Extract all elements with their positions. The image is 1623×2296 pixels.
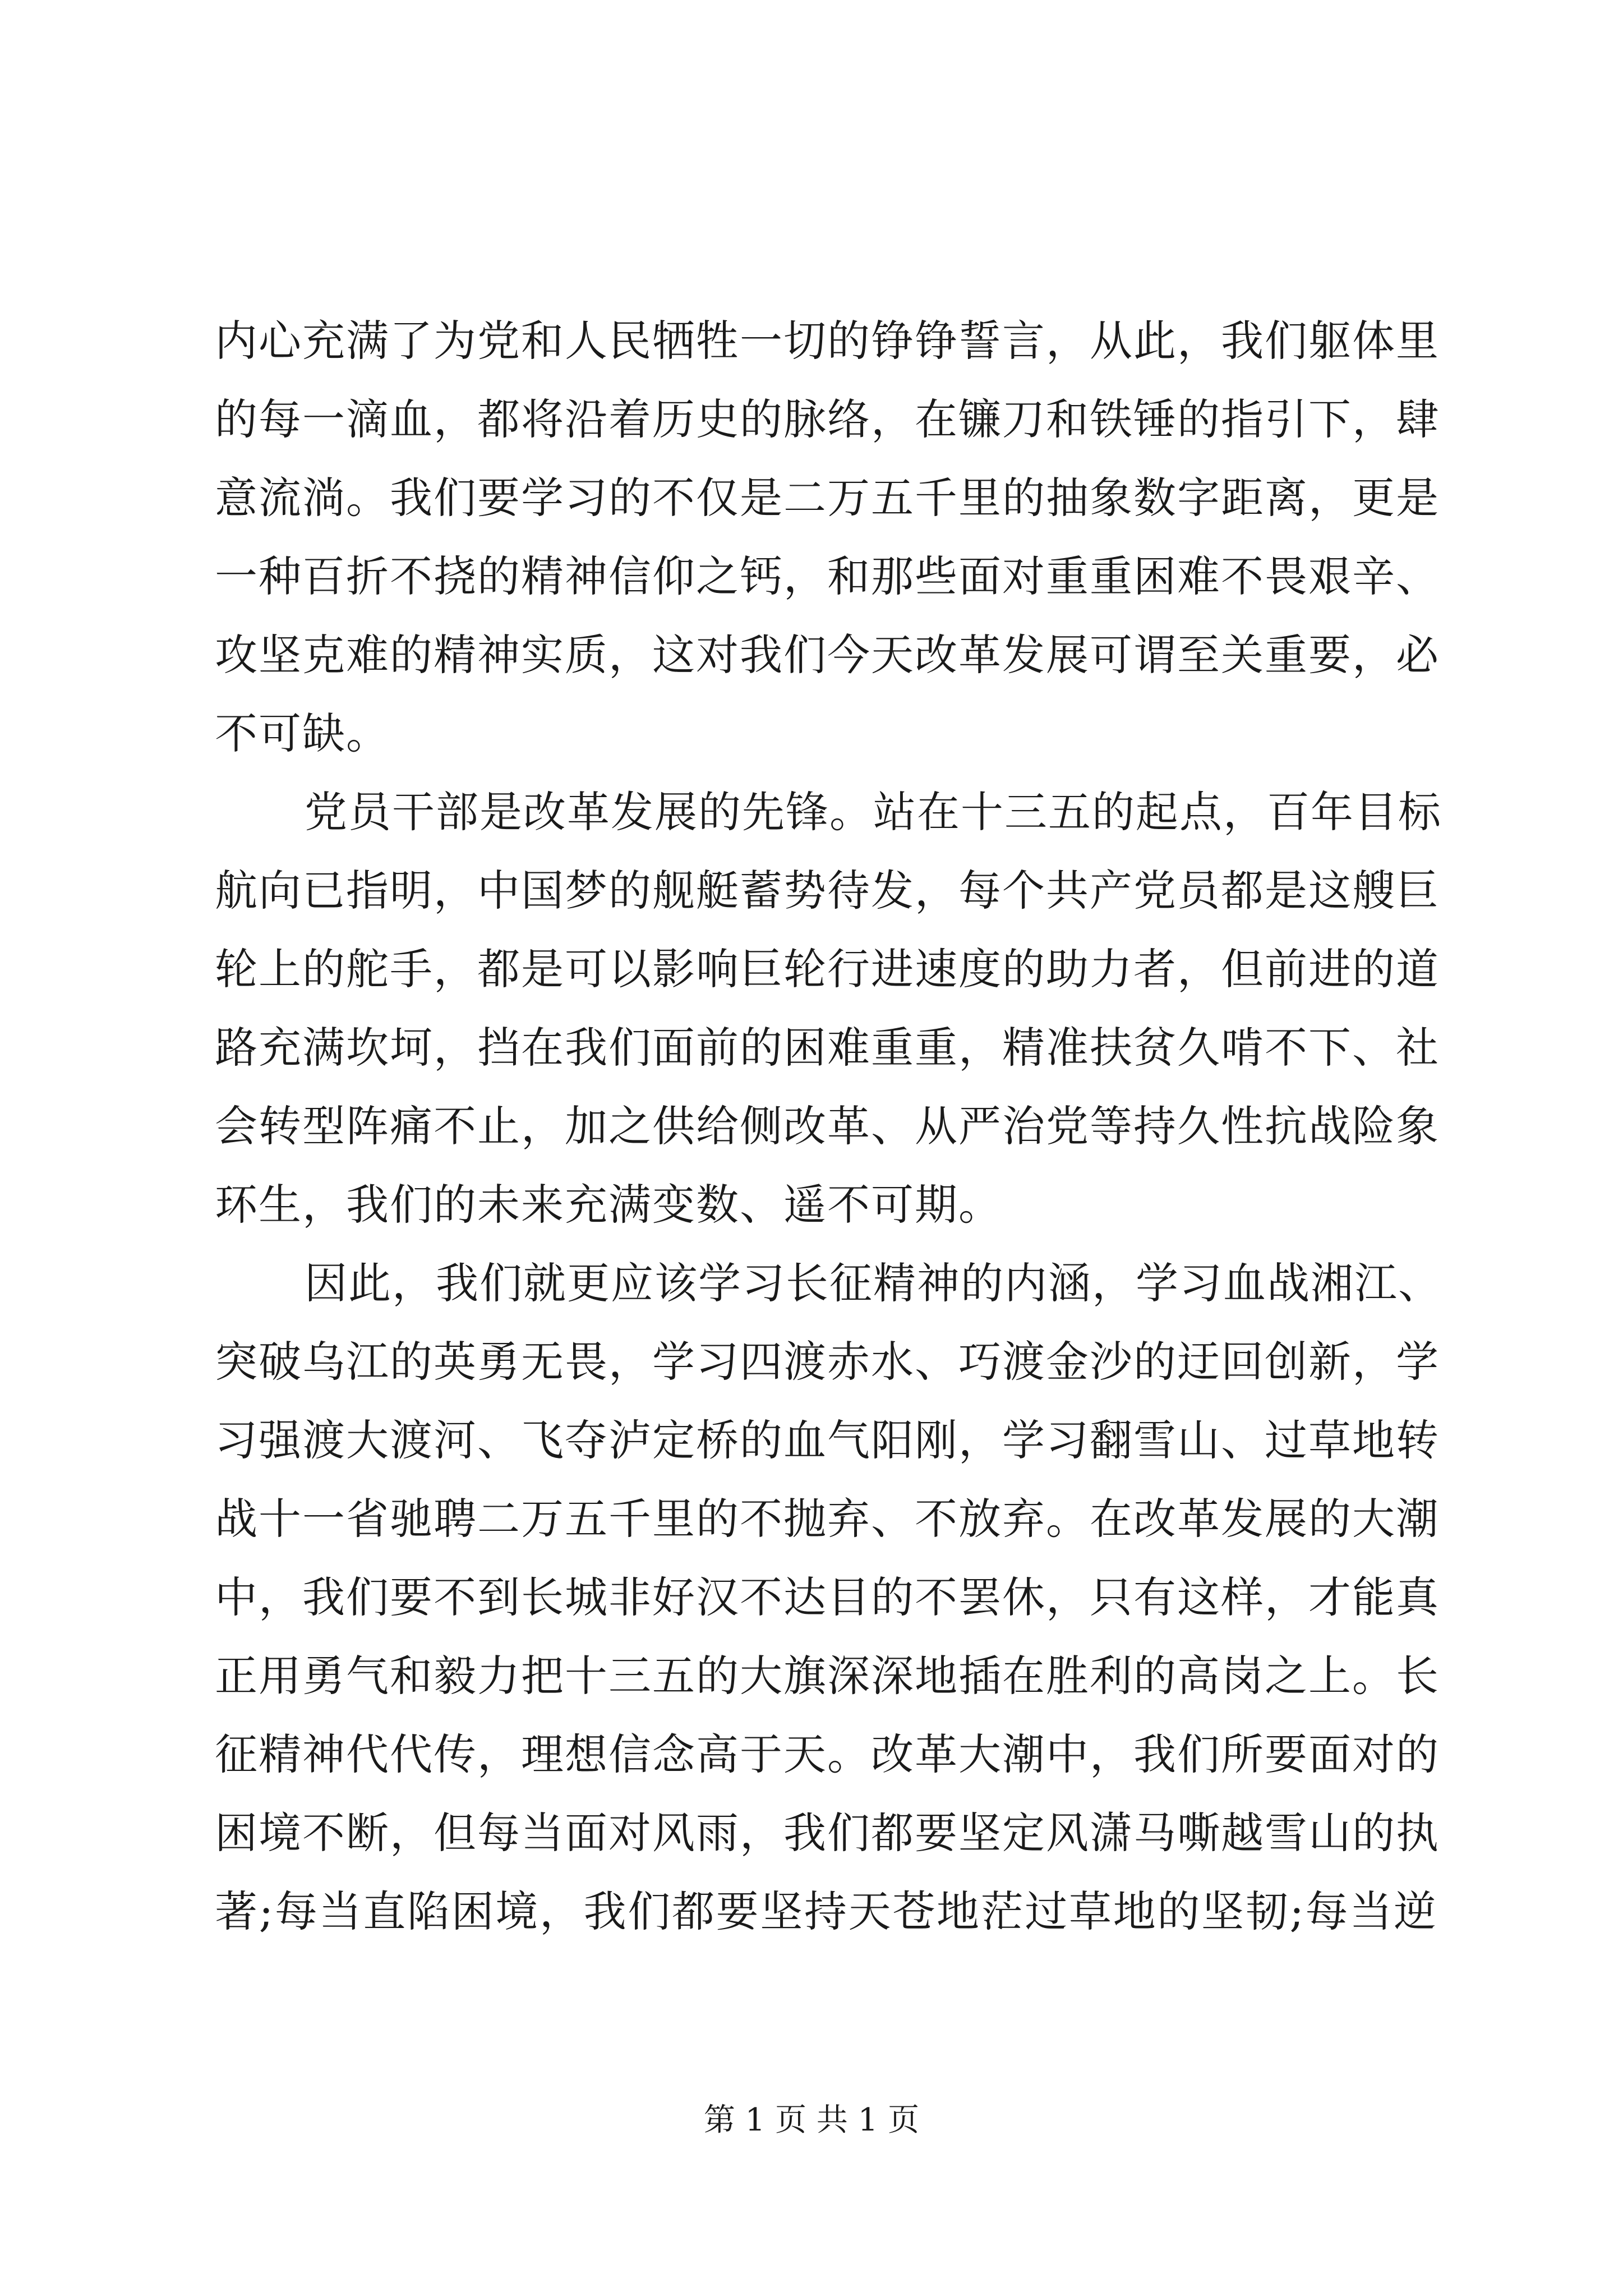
- text-line: 会转型阵痛不止，加之供给侧改革、从严治党等持久性抗战险象: [215, 1101, 1440, 1151]
- text-line: 习强渡大渡河、飞夺泸定桥的血气阳刚，学习翻雪山、过草地转: [215, 1415, 1440, 1465]
- text-line: 中，我们要不到长城非好汉不达目的不罢休，只有这样，才能真: [215, 1572, 1440, 1622]
- text-line: 航向已指明，中国梦的舰艇蓄势待发，每个共产党员都是这艘巨: [215, 866, 1440, 915]
- text-line: 著;每当直陷困境，我们都要坚持天苍地茫过草地的坚韧;每当逆: [215, 1887, 1437, 1936]
- text-line: 意流淌。我们要学习的不仅是二万五千里的抽象数字距离，更是: [215, 473, 1440, 523]
- page-number-footer: 第 1 页 共 1 页: [703, 2102, 920, 2138]
- text-line: 困境不断，但每当面对风雨，我们都要坚定风潇马嘶越雪山的执: [215, 1808, 1440, 1858]
- text-line: 的每一滴血，都将沿着历史的脉络，在镰刀和铁锤的指引下，肆: [215, 394, 1440, 444]
- text-line: 环生，我们的未来充满变数、遥不可期。: [215, 1180, 1002, 1230]
- text-line: 突破乌江的英勇无畏，学习四渡赤水、巧渡金沙的迂回创新，学: [215, 1337, 1440, 1387]
- text-line: 征精神代代传，理想信念高于天。改革大潮中，我们所要面对的: [215, 1729, 1440, 1779]
- text-line: 战十一省驰聘二万五千里的不抛弃、不放弃。在改革发展的大潮: [215, 1494, 1440, 1544]
- text-line: 一种百折不挠的精神信仰之钙，和那些面对重重困难不畏艰辛、: [215, 551, 1440, 601]
- text-line: 正用勇气和毅力把十三五的大旗深深地插在胜利的高岗之上。长: [215, 1651, 1440, 1701]
- text-line: 攻坚克难的精神实质，这对我们今天改革发展可谓至关重要，必: [215, 630, 1440, 680]
- text-line: 不可缺。: [215, 708, 390, 758]
- text-line: 内心充满了为党和人民牺牲一切的铮铮誓言，从此，我们躯体里: [215, 316, 1440, 366]
- paragraph-start-line: 因此，我们就更应该学习长征精神的内涵，学习血战湘江、: [305, 1258, 1442, 1308]
- text-line: 路充满坎坷，挡在我们面前的困难重重，精准扶贫久啃不下、社: [215, 1023, 1440, 1073]
- text-line: 轮上的舵手，都是可以影响巨轮行进速度的助力者，但前进的道: [215, 944, 1440, 994]
- paragraph-start-line: 党员干部是改革发展的先锋。站在十三五的起点，百年目标: [305, 787, 1442, 837]
